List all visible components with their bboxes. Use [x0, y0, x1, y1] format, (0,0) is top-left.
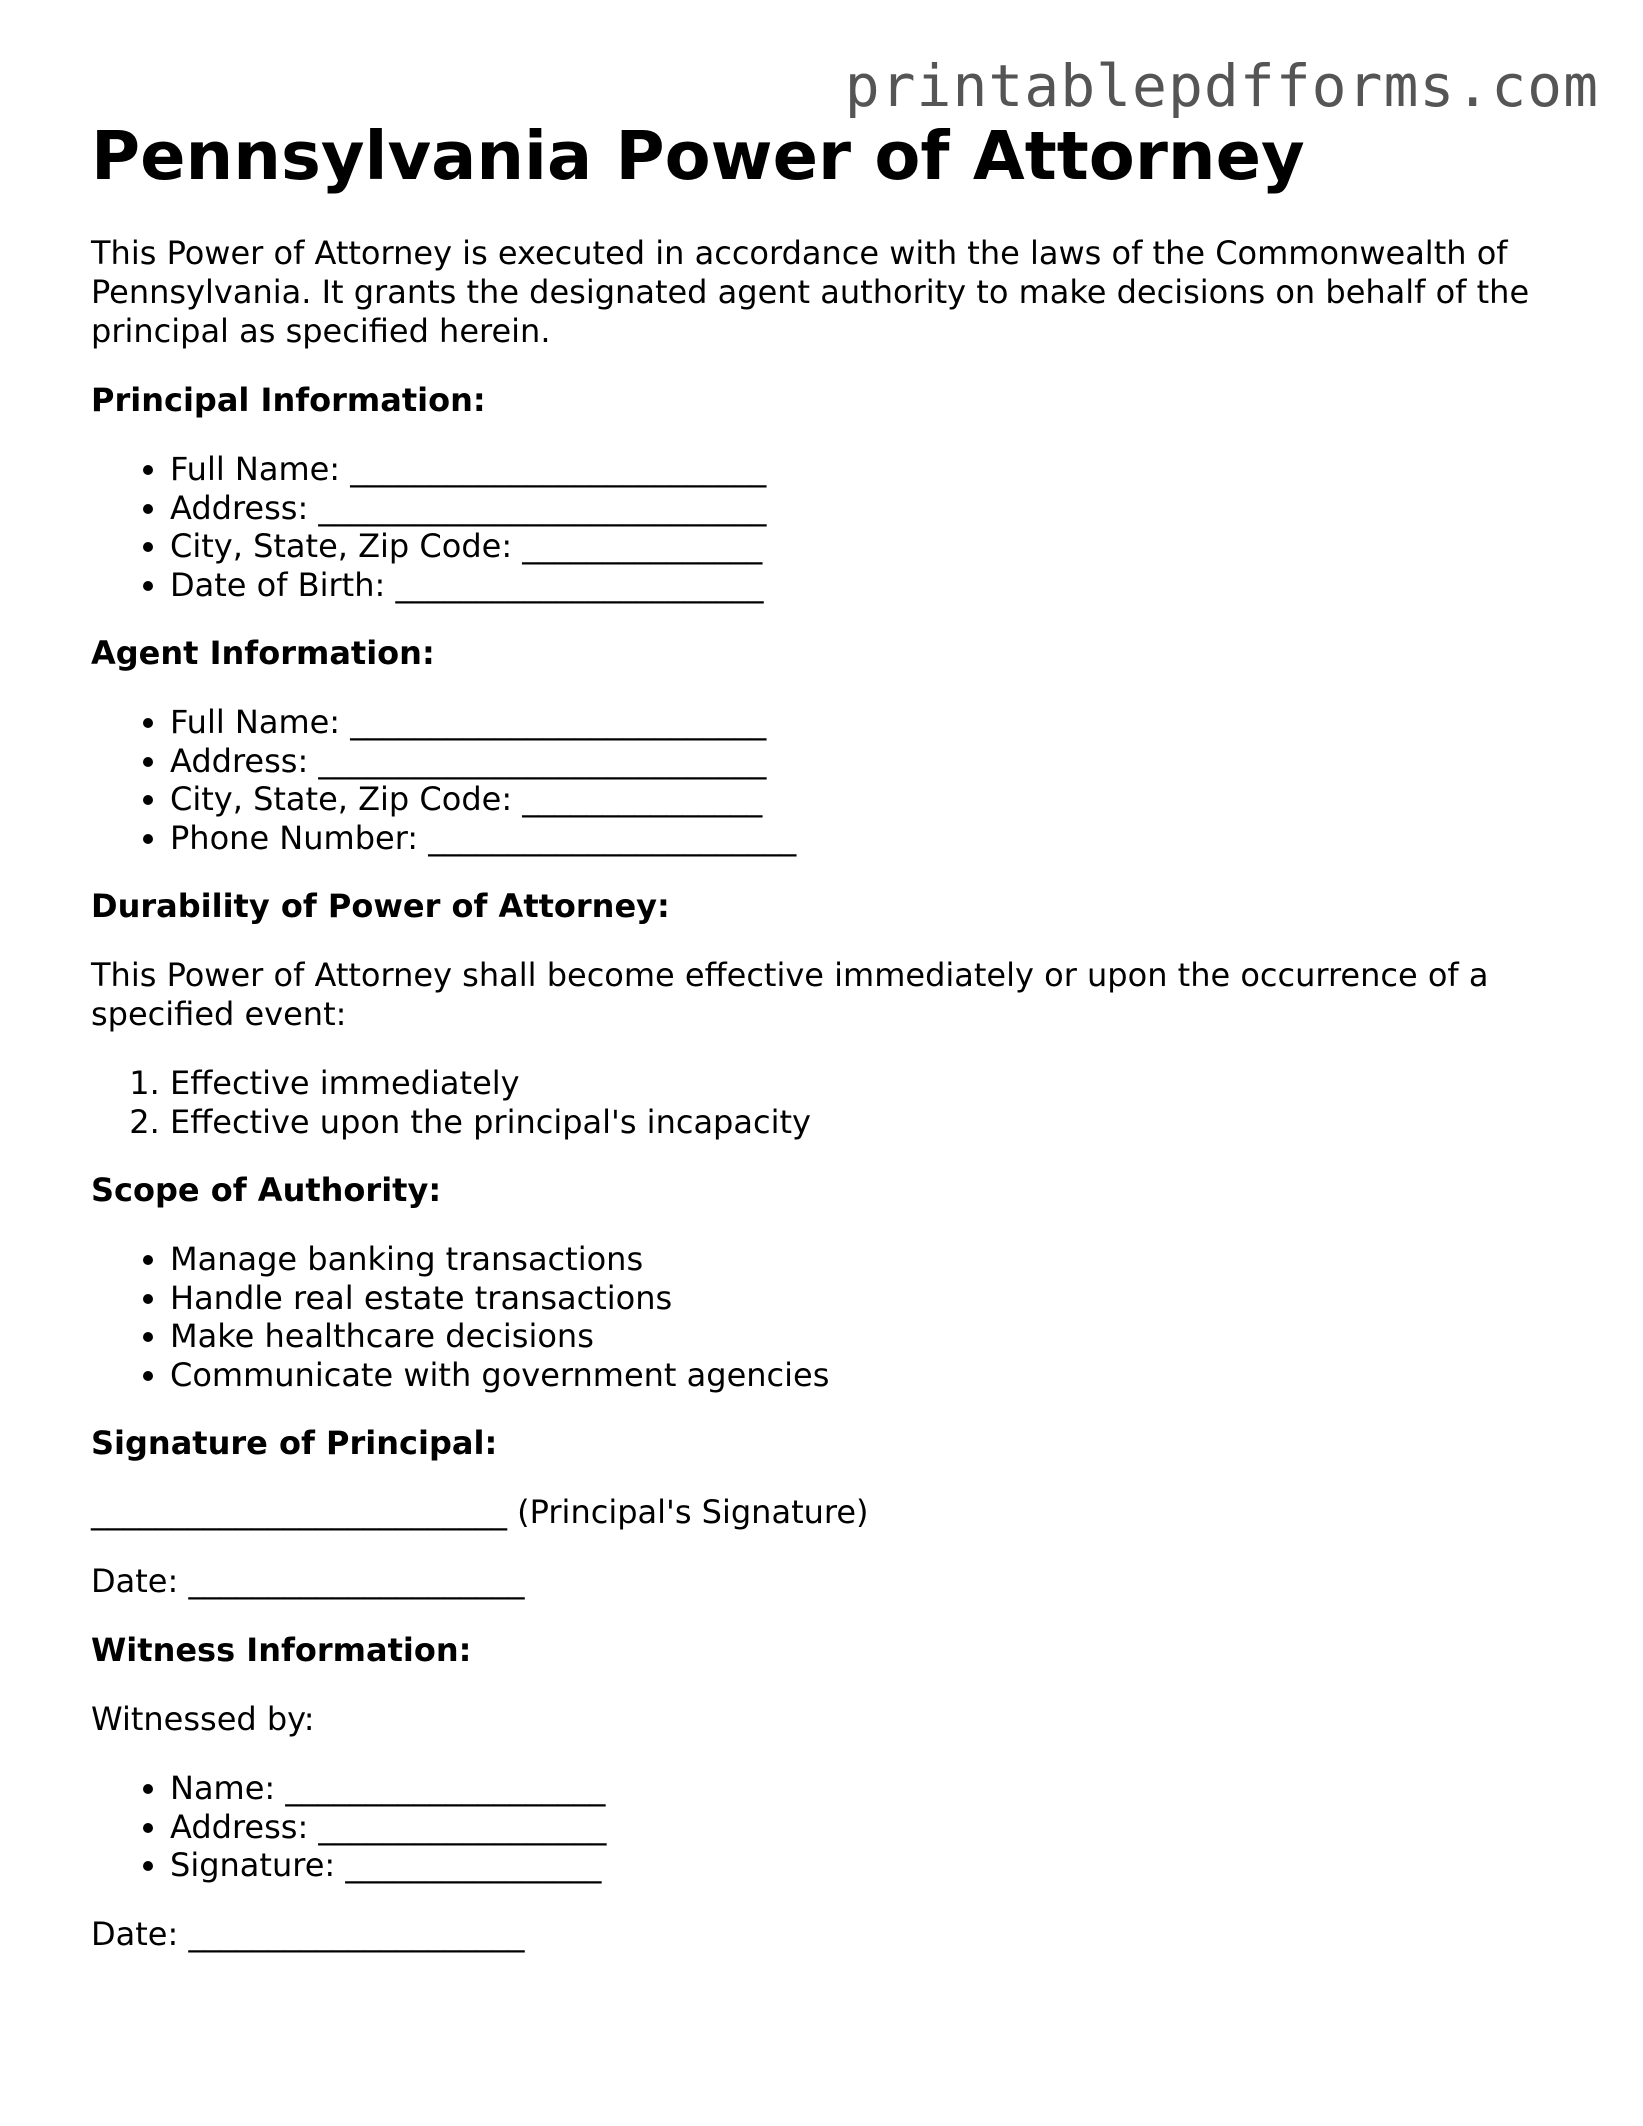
principal-address-field[interactable]: • Address: ____________________________ — [170, 489, 1571, 528]
agent-phone-number-field[interactable]: • Phone Number: _______________________ — [170, 819, 1571, 858]
durability-paragraph: This Power of Attorney shall become effective immediately or upon the occurrence of a specified event: — [91, 956, 1489, 1033]
principal-city-state-zip-field[interactable]: • City, State, Zip Code: _______________ — [170, 527, 1571, 566]
witness-name-field[interactable]: • Name: ____________________ — [170, 1769, 1571, 1808]
scope-heading: Scope of Authority: — [91, 1171, 442, 1209]
durability-option-incapacity: 2. Effective upon the principal's incapacity — [170, 1103, 1571, 1142]
durability-heading: Durability of Power of Attorney: — [91, 887, 670, 925]
agent-city-state-zip-field[interactable]: • City, State, Zip Code: _______________ — [170, 780, 1571, 819]
witness-date-field[interactable]: Date: _____________________ — [91, 1914, 525, 1953]
principal-date-of-birth-field[interactable]: • Date of Birth: _______________________ — [170, 566, 1571, 605]
witness-info-list — [91, 1769, 1571, 1885]
scope-item-real-estate: • Handle real estate transactions — [170, 1279, 1571, 1318]
watermark: printablepdfforms.com — [844, 52, 1599, 120]
durability-options-list — [91, 1064, 1571, 1141]
document-title: Pennsylvania Power of Attorney — [91, 117, 1305, 195]
scope-item-banking: • Manage banking transactions — [170, 1240, 1571, 1279]
scope-item-government: • Communicate with government agencies — [170, 1356, 1571, 1395]
principal-full-name-field[interactable]: • Full Name: __________________________ — [170, 450, 1571, 489]
principal-info-list — [91, 450, 1571, 604]
durability-option-immediately: 1. Effective immediately — [170, 1064, 1571, 1103]
agent-address-field[interactable]: • Address: ____________________________ — [170, 742, 1571, 781]
principal-info-heading: Principal Information: — [91, 381, 486, 419]
principal-signature-date-field[interactable]: Date: _____________________ — [91, 1562, 525, 1600]
witness-address-field[interactable]: • Address: __________________ — [170, 1808, 1571, 1847]
scope-list — [91, 1240, 1571, 1394]
scope-item-healthcare: • Make healthcare decisions — [170, 1317, 1571, 1356]
signature-heading: Signature of Principal: — [91, 1424, 498, 1462]
agent-full-name-field[interactable]: • Full Name: __________________________ — [170, 703, 1571, 742]
agent-info-list — [91, 703, 1571, 857]
witnessed-by-label: Witnessed by: — [91, 1700, 315, 1738]
intro-paragraph: This Power of Attorney is executed in accordance with the laws of the Commonwealth of Pennsylvania. It grants the designated agent authority to make decisions on behalf of the principal as specified herein. — [91, 234, 1530, 350]
principal-signature-line[interactable]: __________________________ (Principal's Signature) — [91, 1493, 869, 1531]
agent-info-heading: Agent Information: — [91, 634, 435, 672]
witness-signature-field[interactable]: • Signature: ________________ — [170, 1846, 1571, 1885]
witness-heading: Witness Information: — [91, 1631, 472, 1669]
document-page — [91, 112, 1571, 1954]
